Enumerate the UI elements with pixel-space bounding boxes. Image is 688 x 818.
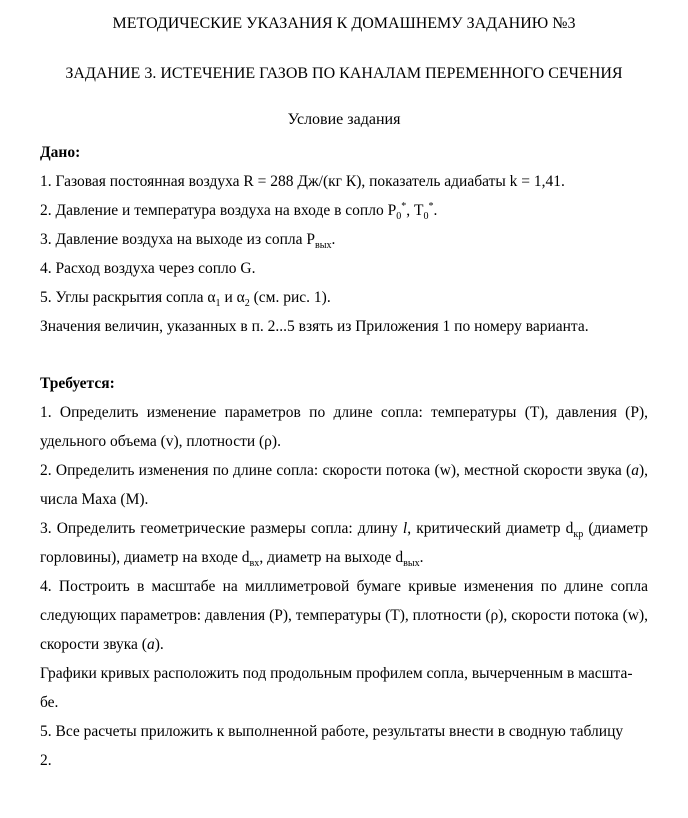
given-item-4: 4. Расход воздуха через сопло G.	[40, 260, 256, 277]
document-title: МЕТОДИЧЕСКИЕ УКАЗАНИЯ К ДОМАШНЕМУ ЗАДАНИЮ №3	[112, 15, 576, 32]
required-note-graphs: Графики кривых расположить под продольным профилем сопла, вычерченным в масшта- бе.	[40, 665, 633, 711]
required-item-5: 5. Все расчеты приложить к выполненной работе, результаты внести в сводную таблицу 2.	[40, 723, 624, 769]
given-label: Дано:	[40, 144, 81, 161]
given-section	[40, 138, 648, 341]
required-item-1: 1. Определить изменение параметров по длине сопла: температуры (Т), давления (Р), удельного объема (v), плотности (ρ).	[40, 404, 648, 450]
given-item-5: 5. Углы раскрытия сопла $\alpha_1$ и $\alpha_2$ (см. рис. 1).	[40, 289, 331, 310]
required-label: Требуется:	[40, 375, 115, 392]
given-item-3: 3. Давление воздуха на выходе из сопла $P_{вых}$.	[40, 231, 336, 252]
required-item-3: 3. Определить геометрические размеры сопла: длину l, критический диаметр $d_{кр}$ (диаметр горловины), диаметр на входе $d_{вх}$, диаметр на выходе $d_{вых}$.	[40, 520, 649, 570]
required-item-2: 2. Определить изменения по длине сопла: скорости потока (w), местной скорости звука (а), числа Маха (М).	[40, 462, 648, 508]
given-item-1: 1. Газовая постоянная воздуха R = 288 Дж/(кг К), показатель адиабаты k = 1,41.	[40, 173, 565, 190]
task-heading: ЗАДАНИЕ 3. ИСТЕЧЕНИЕ ГАЗОВ ПО КАНАЛАМ ПЕРЕМЕННОГО СЕЧЕНИЯ	[65, 65, 623, 82]
given-item-2: 2. Давление и температура воздуха на входе в сопло $P_0^*$, $Т_0^*$.	[40, 200, 438, 223]
section-subheading: Условие задания	[287, 111, 401, 128]
required-section	[40, 369, 648, 775]
required-item-4: 4. Построить в масштабе на миллиметровой бумаге кривые изменения по длине сопла следующих параметров: давления (Р), температуры (Т), плотности (ρ), скорости потока (w), скорости звука (а).	[40, 578, 648, 653]
given-note: Значения величин, указанных в п. 2...5 взять из Приложения 1 по номеру варианта.	[40, 318, 589, 335]
